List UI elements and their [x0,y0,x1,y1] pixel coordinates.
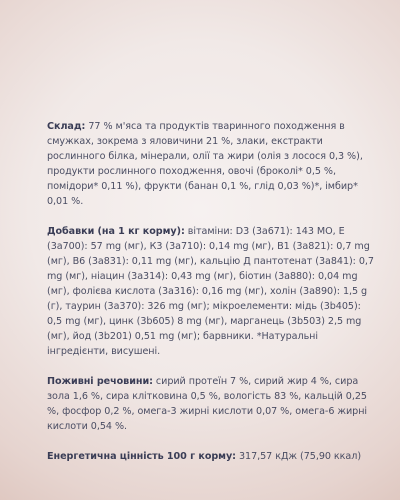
composition-text: 77 % м'яса та продуктів тваринного походження в смужках, зокрема з яловичини 21 %, злаки, екстракти рослинного білка, мінерали, олії та жири (олія з лосося 0,3 %), продукти рослинного походження, овочі (броколі* 0,5 %, помідори* 0,11 %), фрукти (банан 0,1 %, глід 0,03 %)*, імбир* 0,01 %. [47,121,363,207]
composition-paragraph [47,119,377,209]
nutrients-paragraph [47,374,377,434]
energy-text: 317,57 кДж (75,90 ккал) [235,451,362,462]
nutrients-text: сирий протеїн 7 %, сирий жир 4 %, сира зола 1,6 %, сира клітковина 0,5 %, вологість 83 %, кальцій 0,25 %, фосфор 0,2 %, омега-3 жирні кислоти 0,07 %, омега-6 жирні кислоти 0,54 %. [47,376,368,432]
composition-label: Склад: [47,121,86,132]
energy-paragraph [47,449,377,464]
nutrients-label: Поживні речовини: [47,376,153,387]
additives-paragraph [47,224,377,359]
additives-label: Добавки (на 1 кг корму): [47,226,185,237]
product-description [47,119,377,464]
energy-label: Енергетична цінність 100 г корму: [47,451,236,462]
additives-text: вітаміни: D3 (3a671): 143 МО, E (3a700): 57 mg (мг), К3 (3a710): 0,14 mg (мг), B1 (3a821): 0,7 mg (мг), B6 (3a831): 0,11 mg (мг), кальцію Д пантотенат (3a841): 0,7 mg (мг), ніацин (3a314): 0,43 mg (мг), біотин (3a880): 0,04 mg (мг), фолієва кислота (3a316): 0,16 mg (мг), холін (3a890): 1,5 g (г), таурин (3a370): 326 mg (мг); мікроелементи: мідь (3b405): 0,5 mg (мг), цинк (3b605) 8 mg (мг), марганець (3b503) 2,5 mg (мг), йод (3b201) 0,51 mg (мг); барвники. *Натуральні інгредієнти, висушені. [47,226,374,357]
